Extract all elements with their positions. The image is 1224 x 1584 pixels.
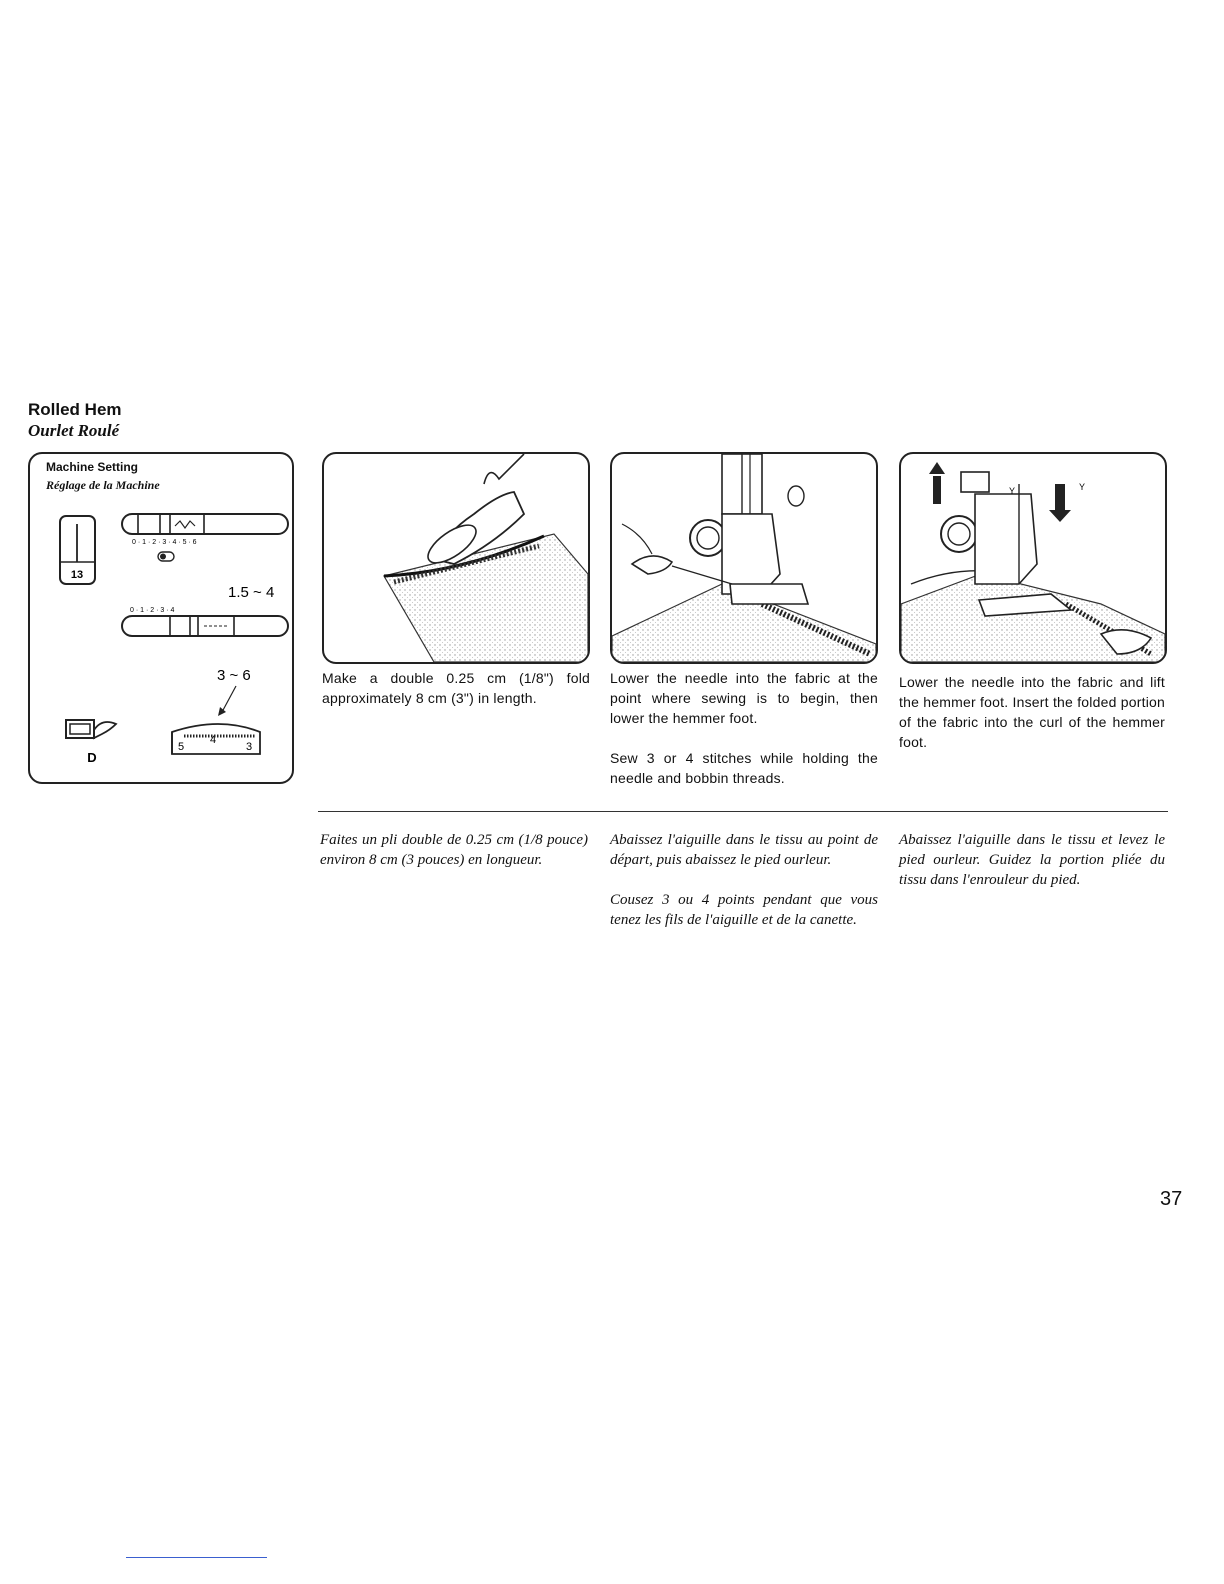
stitch-width-slider-icon <box>122 514 288 561</box>
fold-fabric-icon <box>324 454 588 662</box>
stitch-length-value: 1.5 ~ 4 <box>228 584 275 601</box>
step-2-text: Lower the needle into the fabric at the point where sewing is to begin, then lower the hemmer foot. <box>610 670 878 726</box>
section-divider <box>318 811 1168 812</box>
foot-label: D <box>87 750 97 765</box>
step-1-text-french: Faites un pli double de 0.25 cm (1/8 pouce) environ 8 cm (3 pouces) en longueur. <box>320 832 588 868</box>
hemmer-foot-lowered-icon <box>612 454 876 662</box>
hemmer-foot-insert-icon <box>901 454 1165 662</box>
figure-hemmer-foot-lowered <box>610 452 878 664</box>
step-1-caption <box>322 668 590 728</box>
page-title-french: Ourlet Roulé <box>28 421 120 440</box>
tension-dial-4: 4 <box>210 734 217 746</box>
settings-diagram <box>30 454 292 782</box>
stitch-length-slider-icon <box>122 607 288 636</box>
step-3-caption <box>899 672 1165 772</box>
tension-value: 3 ~ 6 <box>217 667 251 684</box>
page-title: Rolled Hem <box>28 400 122 419</box>
step-3-caption-french <box>899 830 1165 910</box>
step-2-text-french: Abaissez l'aiguille dans le tissu au point de départ, puis abaissez le pied ourleur. <box>610 832 878 868</box>
width-scale: 0 · 1 · 2 · 3 · 4 · 5 · 6 <box>132 539 197 546</box>
pattern-number: 13 <box>70 569 84 581</box>
step-1-text: Make a double 0.25 cm (1/8") fold approximately 8 cm (3") in length. <box>322 670 590 706</box>
step-2-text-2: Sew 3 or 4 stitches while holding the needle and bobbin threads. <box>610 750 878 786</box>
machine-setting-panel <box>28 452 294 784</box>
svg-text:Y: Y <box>1079 482 1086 492</box>
tension-dial-5: 5 <box>178 741 185 753</box>
step-2-text-french-2: Cousez 3 ou 4 points pendant que vous tenez les fils de l'aiguille et de la canette. <box>610 892 878 928</box>
pattern-selector-icon <box>60 516 95 584</box>
step-3-text-french: Abaissez l'aiguille dans le tissu et levez le pied ourleur. Guidez la portion pliée du tissu dans l'enrouleur du pied. <box>899 832 1165 888</box>
svg-text:Y: Y <box>1009 486 1016 496</box>
step-1-caption-french <box>320 830 588 890</box>
down-arrow-icon <box>1049 484 1071 522</box>
up-arrow-icon <box>929 462 945 504</box>
machine-setting-heading: Machine Setting <box>46 460 139 474</box>
length-scale: 0 · 1 · 2 · 3 · 4 <box>130 607 175 614</box>
step-3-text: Lower the needle into the fabric and lift the hemmer foot. Insert the folded portion of the fabric into the curl of the hemmer foot. <box>899 674 1165 750</box>
presser-foot-icon <box>66 720 116 765</box>
figure-fold-fabric <box>322 452 590 664</box>
step-2-caption <box>610 668 878 808</box>
tension-dial-icon <box>172 686 260 754</box>
figure-hemmer-foot-insert <box>899 452 1167 664</box>
tension-dial-3: 3 <box>246 741 253 753</box>
step-2-caption-french <box>610 830 878 950</box>
footer-link-line <box>126 1557 267 1558</box>
page-number: 37 <box>1160 1188 1183 1210</box>
machine-setting-heading-french: Réglage de la Machine <box>46 478 160 492</box>
